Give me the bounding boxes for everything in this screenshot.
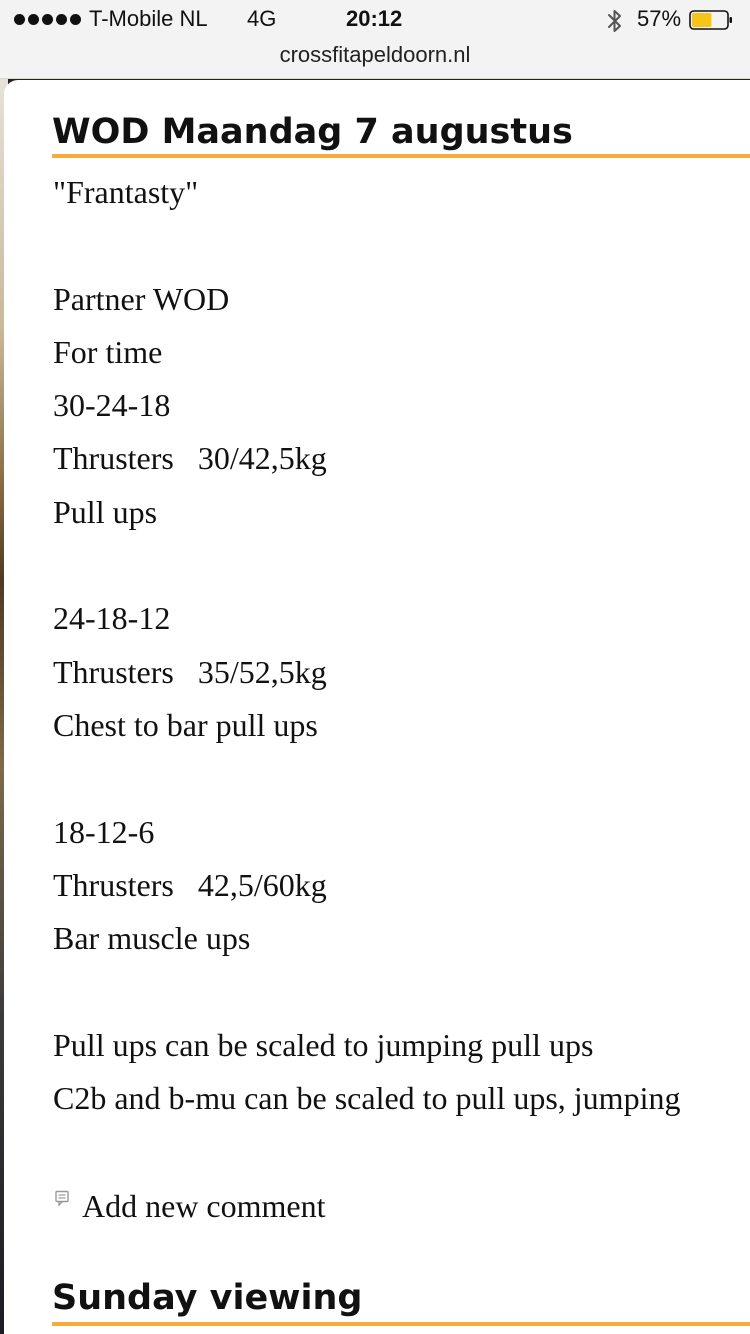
- post-title[interactable]: WOD Maandag 7 augustus: [52, 112, 573, 152]
- post-body-line: 24-18-12: [53, 600, 171, 637]
- post-body-line: Pull ups: [53, 493, 158, 530]
- title-underline: [52, 154, 750, 158]
- comment-icon: [54, 1190, 72, 1208]
- carrier-name: T-Mobile NL: [89, 6, 208, 31]
- post-body-line: [53, 539, 750, 592]
- next-title-underline: [52, 1322, 750, 1326]
- post-body-line: Thrusters 35/52,5kg: [53, 653, 327, 690]
- bluetooth-icon: [606, 8, 624, 34]
- post-body-line: "Frantasty": [53, 174, 199, 210]
- post-body-line: For time: [53, 333, 163, 370]
- post-body-line: Partner WOD: [53, 280, 230, 317]
- post-body-line: [53, 752, 750, 805]
- battery-level-fill: [692, 13, 711, 27]
- signal-dots-icon: [14, 14, 81, 25]
- battery-icon: [689, 10, 733, 30]
- next-post-title[interactable]: Sunday viewing: [52, 1278, 363, 1318]
- post-body-line: 18-12-6: [53, 813, 155, 850]
- status-time: 20:12: [346, 6, 403, 31]
- post-body-line: Pull ups can be scaled to jumping pull ups: [53, 1026, 594, 1063]
- post-body-line: Chest to bar pull ups: [53, 706, 318, 743]
- post-body-line: Thrusters 42,5/60kg: [53, 866, 327, 903]
- post-body-line: [53, 219, 750, 272]
- post-body-line: Bar muscle ups: [53, 920, 251, 957]
- page-content: [4, 80, 750, 1334]
- address-bar-url[interactable]: crossfitapeldoorn.nl: [279, 42, 471, 67]
- add-comment-label: Add new comment: [82, 1188, 326, 1224]
- post-body-line: Thrusters 30/42,5kg: [53, 440, 327, 477]
- network-type: 4G: [247, 6, 277, 31]
- post-body-line: 30-24-18: [53, 387, 171, 424]
- post-body-line: C2b and b-mu can be scaled to pull ups, jumping: [53, 1080, 681, 1117]
- post-body-line: [53, 965, 750, 1018]
- battery-percent: 57%: [637, 6, 682, 31]
- status-bar: [0, 0, 750, 79]
- add-comment-link[interactable]: [54, 1188, 326, 1225]
- post-body: [53, 166, 750, 1125]
